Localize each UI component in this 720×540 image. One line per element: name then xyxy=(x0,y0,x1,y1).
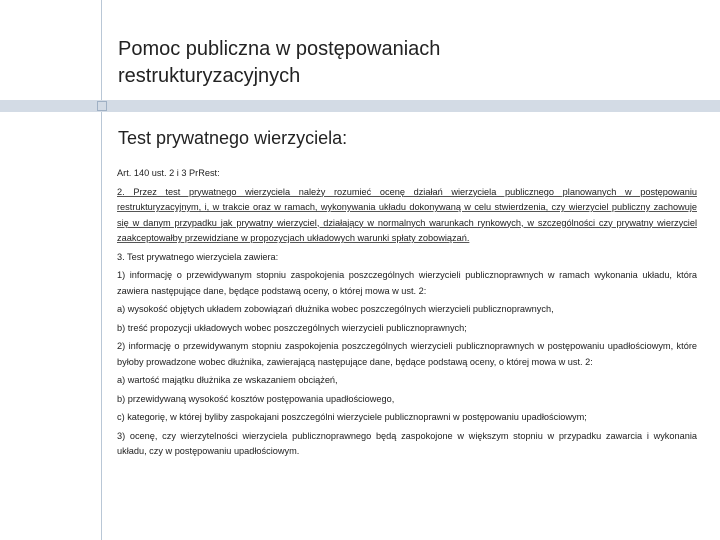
vertical-rule xyxy=(101,0,102,540)
article-reference: Art. 140 ust. 2 i 3 PrRest: xyxy=(117,168,220,178)
list-item-2b: b) przewidywaną wysokość kosztów postępowania upadłościowego, xyxy=(117,393,395,404)
paragraph-3: 3. Test prywatnego wierzyciela zawiera: xyxy=(117,251,279,262)
slide-title-line-1: Pomoc publiczna w postępowaniach xyxy=(118,38,441,60)
divider-marker xyxy=(97,101,107,111)
list-item-1a: a) wysokość objętych układem zobowiązań dłużnika wobec poszczególnych wierzycieli publicznoprawnych, xyxy=(117,304,554,314)
list-item-1: 1) informację o przewidywanym stopniu zaspokojenia poszczególnych wierzycieli publicznoprawnych w ramach wykonania układu, która zawiera następujące dane, będące podstawą oceny, o której mowa w ust. 2: xyxy=(117,270,697,296)
list-item-3: 3) ocenę, czy wierzytelności wierzyciela publicznoprawnego będą zaspokojone w większym stopniu w przypadku zawarcia i wykonania układu, czy w postępowaniu upadłościowym. xyxy=(117,430,697,456)
slide-title-line-2: restrukturyzacyjnych xyxy=(118,65,301,87)
list-item-1b: b) treść propozycji układowych wobec poszczególnych wierzycieli publicznoprawnych; xyxy=(117,322,467,333)
list-item-2: 2) informację o przewidywanym stopniu zaspokojenia poszczególnych wierzycieli publicznoprawnych w postępowaniu upadłościowym, które byłoby prowadzone wobec dłużnika, zawierającą następujące dane, będące podstawą oceny, o której mowa w ust. 2: xyxy=(117,341,697,367)
slide-body xyxy=(117,166,697,463)
slide-subtitle: Test prywatnego wierzyciela: xyxy=(118,128,348,148)
list-item-2c: c) kategorię, w której byliby zaspokajani poszczególni wierzyciele publicznoprawni w postępowaniu upadłościowym; xyxy=(117,412,587,422)
slide-title xyxy=(118,36,678,90)
paragraph-2: 2. Przez test prywatnego wierzyciela należy rozumieć ocenę działań wierzyciela publicznego planowanych w postępowaniu restrukturyzacyjnym, i, w trakcie oraz w ramach, wykonywania układu dokonywaną w celu stwierdzenia, czy wierzyciel publiczny zachowuje się w danym przypadku jak prywatny wierzyciel, działający w normalnych warunkach rynkowych, w szczególności czy prywatny wierzyciel zaakceptowałby przewidziane w propozycjach układowych warunki spłaty zobowiązań. xyxy=(117,186,697,243)
title-divider-bar xyxy=(0,100,720,112)
list-item-2a: a) wartość majątku dłużnika ze wskazaniem obciążeń, xyxy=(117,375,338,385)
